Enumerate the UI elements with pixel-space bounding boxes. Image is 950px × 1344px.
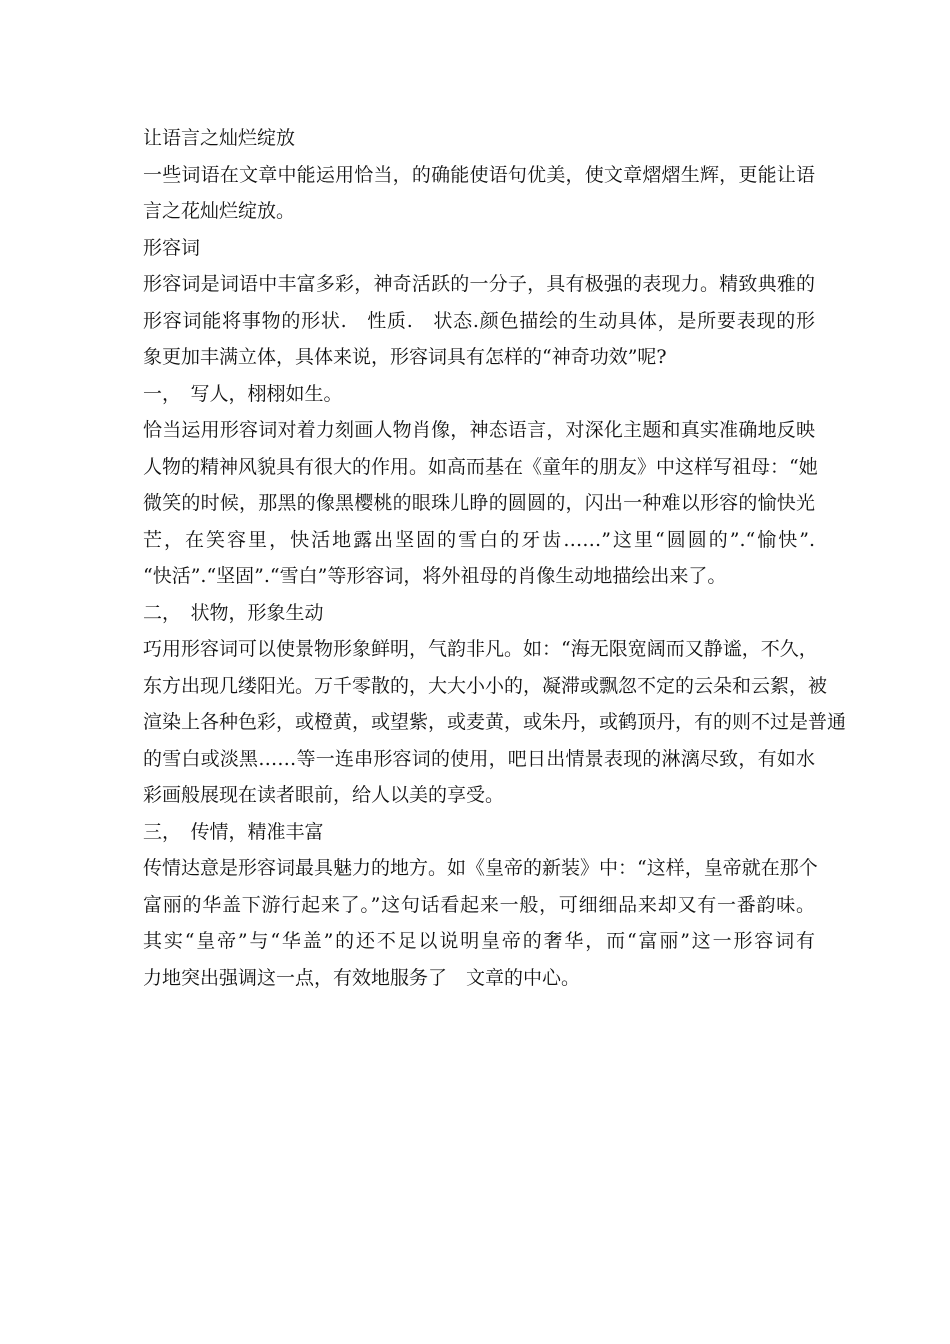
heading-line: 一， 写人，栩栩如生。 [143,382,343,405]
text-line: 芒，在笑容里，快活地露出坚固的雪白的牙齿……”这里“圆圆的”.“愉快”. [143,528,815,551]
text-line: 象更加丰满立体，具体来说，形容词具有怎样的“神奇功效”呢? [143,346,667,368]
heading-line: 二， 状物，形象生动 [143,601,324,624]
text-line: 形容词是词语中丰富多彩，神奇活跃的一分子，具有极强的表现力。精致典雅的 [143,273,815,295]
section-heading [143,230,815,267]
text-line: 东方出现几缕阳光。万千零散的，大大小小的，凝滞或飘忽不定的云朵和云絮，被 [143,674,828,697]
text-line: 彩画般展现在读者眼前，给人以美的享受。 [143,784,505,806]
point-heading [143,814,815,851]
text-line: 恰当运用形容词对着力刻画人物肖像，神态语言，对深化主题和真实准确地反映 [143,419,815,441]
text-line: “快活”.“坚固”.“雪白”等形容词，将外祖母的肖像生动地描绘出来了。 [143,565,727,587]
intro-paragraph [143,157,815,230]
text-line: 人物的精神风貌具有很大的作用。如高而基在《童年的朋友》中这样写祖母：“她 [143,455,818,478]
heading-line: 形容词 [143,236,201,259]
heading-line: 三， 传情，精准丰富 [143,820,324,843]
text-line: 微笑的时候，那黑的像黑樱桃的眼珠儿睁的圆圆的，闪出一种难以形容的愉快光 [143,492,815,514]
point-heading [143,376,815,413]
point-paragraph [143,412,818,595]
text-line: 其实“皇帝”与“华盖”的还不足以说明皇帝的奢华，而“富丽”这一形容词有 [143,930,815,952]
point-paragraph [143,850,818,996]
text-line: 一些词语在文章中能运用恰当，的确能使语句优美，使文章熠熠生辉，更能让语 [143,163,815,186]
text-line: 言之花灿烂绽放。 [143,200,296,222]
text-line: 的雪白或淡黑……等一连串形容词的使用，吧日出情景表现的淋漓尽致，有如水 [143,747,815,770]
text-line: 形容词能将事物的形状. 性质. 状态.颜色描绘的生动具体，是所要表现的形 [143,309,815,332]
text-line: 力地突出强调这一点，有效地服务了 文章的中心。 [143,966,581,989]
text-line: 巧用形容词可以使景物形象鲜明，气韵非凡。如：“海无限宽阔而又静谧，不久， [143,638,818,660]
point-heading [143,595,815,632]
point-paragraph [143,631,847,814]
text-line: 传情达意是形容词最具魅力的地方。如《皇帝的新装》中：“这样，皇帝就在那个 [143,857,818,879]
document-body [143,120,847,996]
text-line: 富丽的华盖下游行起来了。”这句话看起来一般，可细细品来却又有一番韵味。 [143,893,815,916]
text-line: 渲染上各种色彩，或橙黄，或望紫，或麦黄，或朱丹，或鹤顶丹，有的则不过是普通 [143,711,847,733]
section-intro-paragraph [143,266,815,376]
title-line: 让语言之灿烂绽放 [143,127,296,149]
document-title [143,120,815,157]
